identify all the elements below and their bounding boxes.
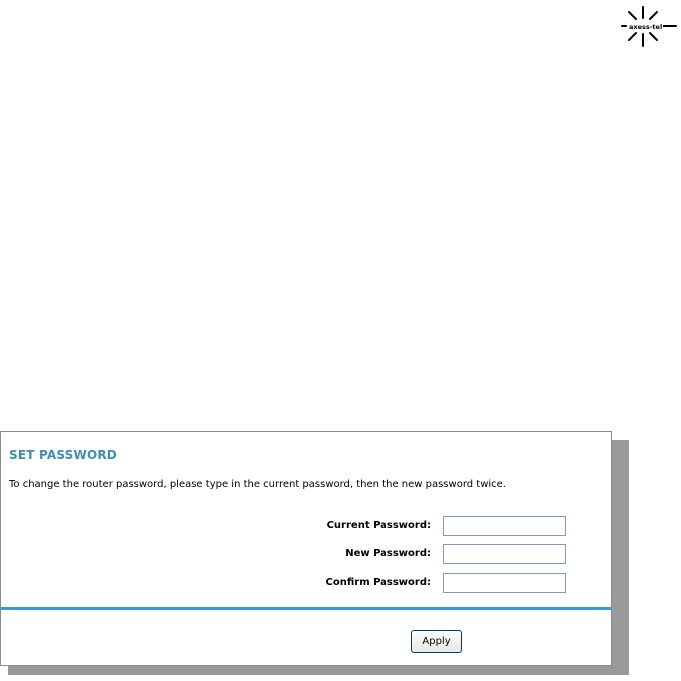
current-password-label: Current Password: [326,520,431,531]
apply-button[interactable]: Apply [411,630,462,653]
set-password-panel [0,431,612,666]
panel-divider [1,607,611,610]
current-password-input[interactable] [443,516,566,536]
new-password-label: New Password: [345,548,431,559]
brand-logo [618,4,678,50]
brand-name: axess-tel [629,23,663,31]
panel-title: SET PASSWORD [9,448,117,462]
new-password-input[interactable] [443,544,566,564]
confirm-password-input[interactable] [443,573,566,593]
panel-description: To change the router password, please type in the current password, then the new password twice. [9,479,506,490]
confirm-password-label: Confirm Password: [325,577,431,588]
